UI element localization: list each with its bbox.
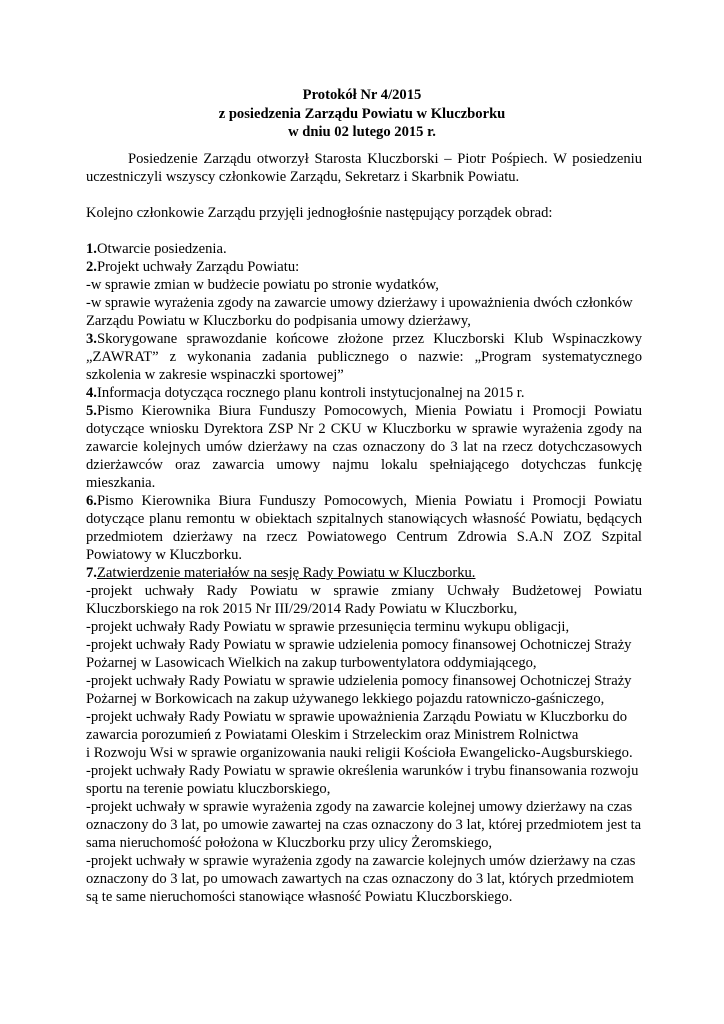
agenda-item-text: Pismo Kierownika Biura Funduszy Pomocowych, Mienia Powiatu i Promocji Powiatu dotyczące planu remontu w obiektach szpitalnych stanowiących własność Powiatu, będących przedmiotem dzierżawy na rzecz Powiatowego Centrum Zdrowia S.A.N ZOZ Szpital Powiatowy w Kluczborku.: [86, 493, 642, 563]
agenda-subitem: -projekt uchwały Rady Powiatu w sprawie udzielenia pomocy finansowej Ochotniczej Straży Pożarnej w Borkowicach na zakup używanego lekkiego pojazdu ratowniczo-gaśniczego,: [86, 673, 632, 707]
agenda-item-number: 6.: [86, 493, 97, 509]
intro-paragraph: Posiedzenie Zarządu otworzył Starosta Kluczborski – Piotr Pośpiech. W posiedzeniu uczestniczyli wszyscy członkowie Zarządu, Sekretarz i Skarbnik Powiatu.: [86, 151, 642, 185]
agenda-item-number: 1.: [86, 241, 97, 257]
title-line-protocol-number: Protokół Nr 4/2015: [302, 87, 422, 103]
agenda-item-number: 4.: [86, 385, 97, 401]
agenda-item-5: [86, 402, 642, 492]
agenda-list: [86, 240, 642, 906]
agenda-item-6: [86, 492, 642, 564]
agenda-item-3: [86, 330, 642, 384]
agenda-item-4: [86, 384, 642, 402]
agenda-item-text: Pismo Kierownika Biura Funduszy Pomocowych, Mienia Powiatu i Promocji Powiatu dotyczące wniosku Dyrektora ZSP Nr 2 CKU w Kluczborku w sprawie wyrażenia zgody na zawarcie kolejnych umów dzierżawy na czas oznaczony do 3 lat na rzecz dotychczasowych dzierżawców oraz zawarcia umowy najmu lokalu spełniającego dotychczas funkcję mieszkania.: [86, 403, 642, 491]
document-title: [86, 86, 638, 142]
agenda-subitem: -projekt uchwały Rady Powiatu w sprawie upoważnienia Zarządu Powiatu w Kluczborku do zawarcia porozumień z Powiatami Oleskim i Strzeleckim oraz Ministrem Rolnictwa: [86, 709, 628, 743]
agenda-item-number: 3.: [86, 331, 97, 347]
agenda-item-number: 5.: [86, 403, 97, 419]
agenda-subitem: -projekt uchwały Rady Powiatu w sprawie określenia warunków i trybu finansowania rozwoju sportu na terenie powiatu kluczborskiego,: [86, 763, 639, 797]
agenda-subitem: -projekt uchwały w sprawie wyrażenia zgody na zawarcie kolejnej umowy dzierżawy na czas oznaczony do 3 lat, po umowie zawartej na czas oznaczony do 3 lat, której przedmiotem jest ta sama nieruchomość położona w Kluczborku przy ulicy Żeromskiego,: [86, 799, 642, 851]
agenda-item-text: Zatwierdzenie materiałów na sesję Rady Powiatu w Kluczborku.: [96, 565, 476, 581]
agenda-subitem: i Rozwoju Wsi w sprawie organizowania nauki religii Kościoła Ewangelicko-Augsburskiego.: [86, 745, 633, 761]
title-line-meeting: z posiedzenia Zarządu Powiatu w Kluczborku: [218, 105, 506, 122]
agenda-subitem: -projekt uchwały w sprawie wyrażenia zgody na zawarcie kolejnych umów dzierżawy na czas oznaczony do 3 lat, po umowach zawartych na czas oznaczony do 3 lat, których przedmiotem są te same nieruchomości stanowiące własność Powiatu Kluczborskiego.: [86, 853, 636, 905]
agenda-item-text: Skorygowane sprawozdanie końcowe złożone przez Kluczborski Klub Wspinaczkowy „ZAWRAT” z wykonania zadania publicznego o nazwie: „Program systematycznego szkolenia w zakresie wspinaczki sportowej”: [86, 331, 642, 383]
agenda-item-text: Projekt uchwały Zarządu Powiatu:: [96, 259, 300, 275]
agenda-lead-paragraph: Kolejno członkowie Zarządu przyjęli jednogłośnie następujący porządek obrad:: [86, 205, 553, 221]
agenda-subitem: -w sprawie wyrażenia zgody na zawarcie umowy dzierżawy i upoważnienia dwóch członków Zarządu Powiatu w Kluczborku do podpisania umowy dzierżawy,: [86, 295, 633, 329]
agenda-subitem: -w sprawie zmian w budżecie powiatu po stronie wydatków,: [86, 277, 439, 293]
agenda-item-number: 7.: [86, 565, 97, 581]
agenda-item-7: [86, 564, 642, 582]
agenda-item-2: [86, 258, 642, 276]
agenda-subitem: -projekt uchwały Rady Powiatu w sprawie zmiany Uchwały Budżetowej Powiatu Kluczborskiego na rok 2015 Nr III/29/2014 Rady Powiatu w Kluczborku,: [86, 583, 642, 617]
agenda-subitem: -projekt uchwały Rady Powiatu w sprawie udzielenia pomocy finansowej Ochotniczej Straży Pożarnej w Lasowicach Wielkich na zakup turbowentylatora oddymiającego,: [86, 637, 632, 671]
agenda-item-text: Otwarcie posiedzenia.: [96, 241, 227, 257]
title-line-date: w dniu 02 lutego 2015 r.: [288, 124, 436, 140]
agenda-item-1: [86, 240, 642, 258]
agenda-subitem: -projekt uchwały Rady Powiatu w sprawie przesunięcia terminu wykupu obligacji,: [86, 619, 570, 635]
document-body: [86, 150, 642, 906]
agenda-item-text: Informacja dotycząca rocznego planu kontroli instytucjonalnej na 2015 r.: [96, 385, 525, 401]
agenda-item-number: 2.: [86, 259, 97, 275]
